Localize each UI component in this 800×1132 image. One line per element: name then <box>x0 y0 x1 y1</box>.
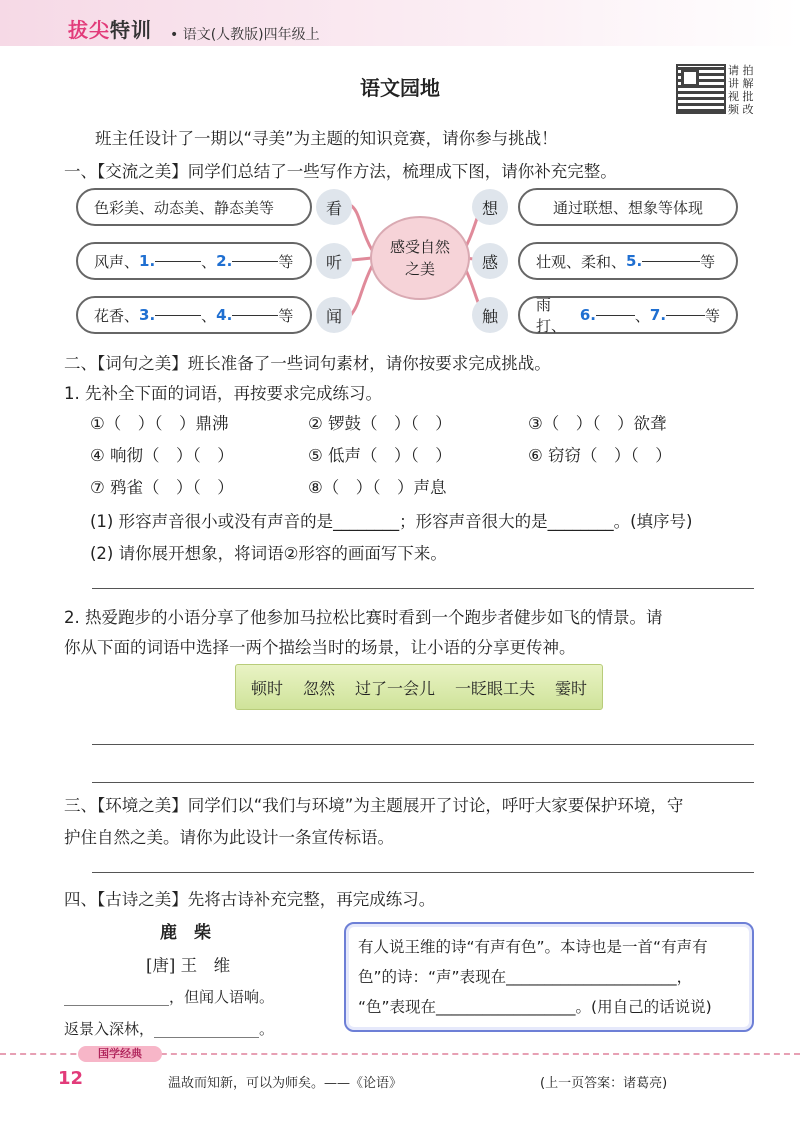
section3-line2: 护住自然之美。请你为此设计一条宣传标语。 <box>64 828 394 847</box>
answer-line[interactable] <box>92 588 754 589</box>
section3-line1: 三、【环境之美】同学们以“我们与环境”为主题展开了讨论，呼吁大家要保护环境，守 <box>64 796 684 815</box>
answer-line[interactable] <box>92 744 754 745</box>
poem-line-1[interactable]: ______________，但闻人语响。 <box>64 988 275 1006</box>
box-line-1: 有人说王维的诗“有声有色”。本诗也是一首“有声有 <box>358 938 708 956</box>
left-box-1: 色彩美、动态美、静态美等 <box>76 188 312 226</box>
box-line-3[interactable]: “色”表现在__________________。(用自己的话说说) <box>358 998 712 1016</box>
question-1: 1. 先补全下面的词语，再按要求完成练习。 <box>64 384 382 403</box>
section4-heading: 四、【古诗之美】先将古诗补充完整，再完成练习。 <box>64 890 436 909</box>
mindmap-center: 感受自然之美 <box>370 216 470 300</box>
section1-heading: 一、【交流之美】同学们总结了一些写作方法，梳理成下图，请你补充完整。 <box>64 162 617 181</box>
node-smell: 闻 <box>316 297 352 333</box>
word-bank-item: 忽然 <box>302 678 335 698</box>
word-bank <box>235 664 603 710</box>
section2-heading: 二、【词句之美】班长准备了一些词句素材，请你按要求完成挑战。 <box>64 354 551 373</box>
word-7[interactable]: ⑦ 鸦雀（ ）（ ） <box>90 478 234 497</box>
previous-answer: (上一页答案：诸葛亮) <box>540 1076 668 1091</box>
word-3[interactable]: ③（ ）（ ）欲聋 <box>528 414 667 433</box>
intro-text: 班主任设计了一期以“寻美”为主题的知识竞赛，请你参与挑战！ <box>95 129 558 148</box>
word-bank-item: 过了一会儿 <box>354 678 435 698</box>
qr-label: 请 拍 讲 解 视 批 频 改 <box>728 64 754 116</box>
word-bank-item: 霎时 <box>555 678 588 698</box>
poem-question-box <box>344 922 754 1032</box>
right-box-1: 通过联想、想象等体现 <box>518 188 738 226</box>
word-1[interactable]: ①（ ）（ ）鼎沸 <box>90 414 229 433</box>
word-8[interactable]: ⑧（ ）（ ）声息 <box>308 478 447 497</box>
poem-author: [唐] 王 维 <box>146 956 231 975</box>
branch-listen <box>352 258 372 260</box>
node-touch: 触 <box>472 297 508 333</box>
left-box-2[interactable]: 风声、 1. 、 2. 等 <box>76 242 312 280</box>
question-2-line2: 你从下面的词语中选择一两个描绘当时的场景，让小语的分享更传神。 <box>64 638 576 657</box>
word-6[interactable]: ⑥ 窃窃（ ）（ ） <box>528 446 672 465</box>
right-box-2[interactable]: 壮观、柔和、 5. 等 <box>518 242 738 280</box>
word-4[interactable]: ④ 响彻（ ）（ ） <box>90 446 234 465</box>
sub-question-1[interactable]: (1) 形容声音很小或没有声音的是________；形容声音很大的是________。(填序号) <box>90 512 693 531</box>
answer-line[interactable] <box>92 872 754 873</box>
node-look: 看 <box>316 189 352 225</box>
footer-quote: 温故而知新，可以为师矣。——《论语》 <box>168 1076 403 1091</box>
left-box-3[interactable]: 花香、 3. 、 4. 等 <box>76 296 312 334</box>
node-think: 想 <box>472 189 508 225</box>
brand-logo: 拔尖特训 <box>68 18 152 42</box>
word-bank-item: 一眨眼工夫 <box>455 678 536 698</box>
word-5[interactable]: ⑤ 低声（ ）（ ） <box>308 446 452 465</box>
word-2[interactable]: ② 锣鼓（ ）（ ） <box>308 414 452 433</box>
word-bank-item: 顿时 <box>250 678 283 698</box>
poem-line-2[interactable]: 返景入深林，______________。 <box>64 1020 275 1038</box>
footer-badge: 国学经典 <box>78 1046 162 1062</box>
node-listen: 听 <box>316 243 352 279</box>
book-subtitle: • 语文(人教版)四年级上 <box>170 27 320 43</box>
sub-question-2: (2) 请你展开想象，将词语②形容的画面写下来。 <box>90 544 447 563</box>
qr-code-icon[interactable] <box>676 64 726 114</box>
question-2-line1: 2. 热爱跑步的小语分享了他参加马拉松比赛时看到一个跑步者健步如飞的情景。请 <box>64 608 663 627</box>
box-line-2[interactable]: 色”的诗：“声”表现在______________________， <box>358 968 693 986</box>
answer-line[interactable] <box>92 782 754 783</box>
branch-smell <box>350 266 372 316</box>
right-box-3[interactable]: 雨打、 6. 、 7. 等 <box>518 296 738 334</box>
branch-look <box>350 205 372 250</box>
page-number: 12 <box>58 1068 84 1089</box>
poem-title: 鹿 柴 <box>160 923 211 943</box>
page-title: 语文园地 <box>360 76 440 100</box>
node-feel: 感 <box>472 243 508 279</box>
